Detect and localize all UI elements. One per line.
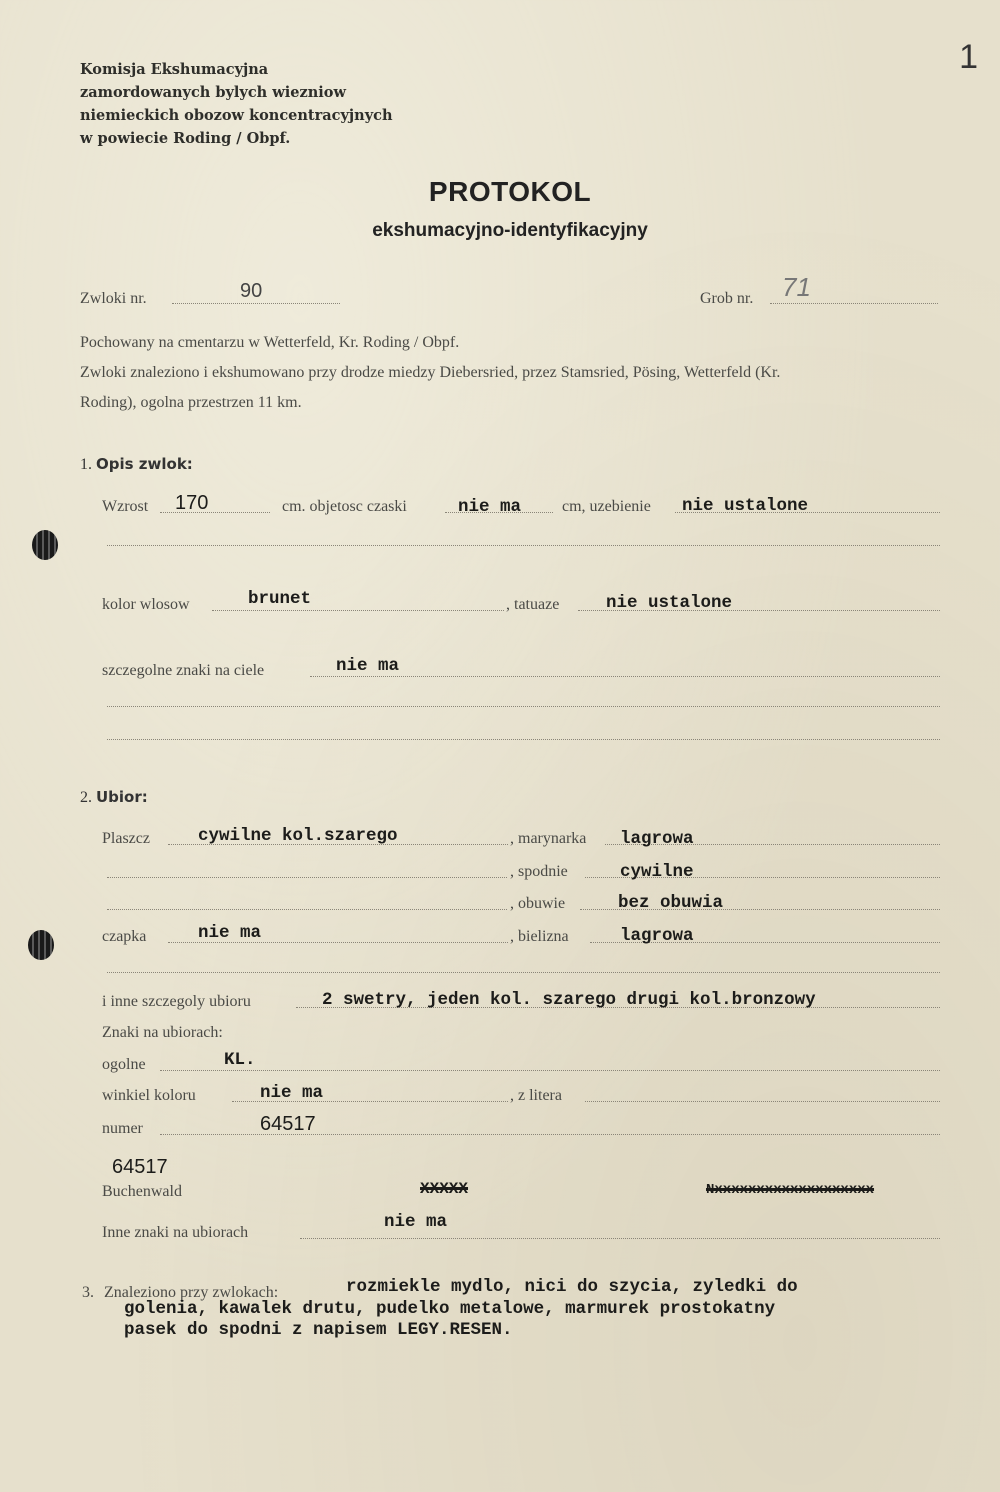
numer-value: 64517 (260, 1113, 316, 1135)
burial-line: Roding), ogolna przestrzen 11 km. (80, 394, 302, 411)
section-number: 2. (80, 789, 92, 806)
wlosy-line (212, 610, 504, 611)
inne-szczegoly-value: 2 swetry, jeden kol. szarego drugi kol.bronzowy (322, 990, 816, 1010)
section-number: 1. (80, 456, 92, 473)
blank-line (107, 877, 507, 878)
institution-block (80, 58, 393, 150)
blank-line (107, 909, 507, 910)
numer-label: numer (102, 1120, 143, 1137)
found-items-line: golenia, kawalek drutu, pudelko metalowe, marmurek prostokatny (124, 1299, 776, 1319)
institution-line: Komisja Ekshumacyjna (80, 61, 269, 78)
zwloki-value: 90 (240, 280, 263, 302)
hole-punch (32, 530, 58, 560)
grob-line (770, 303, 938, 304)
litera-line (585, 1101, 940, 1102)
czaszka-label: cm. objetosc czaski (282, 498, 407, 515)
wzrost-value: 170 (175, 492, 209, 514)
burial-line: Zwloki znaleziono i ekshumowano przy drodze miedzy Diebersried, przez Stamsried, Pösing, Wetterfeld (Kr. (80, 364, 781, 381)
wlosy-label: kolor wlosow (102, 596, 190, 613)
inne-szczegoly-label: i inne szczegoly ubioru (102, 993, 251, 1010)
institution-line: zamordowanych bylych wiezniow (80, 84, 346, 101)
document-subtitle: ekshumacyjno-identyfikacyjny (372, 220, 648, 241)
wlosy-value: brunet (248, 589, 312, 609)
grob-value: 71 (782, 272, 811, 302)
inne-znaki-label: Inne znaki na ubiorach (102, 1224, 249, 1241)
marynarka-value: lagrowa (620, 829, 694, 849)
znaki-label: szczegolne znaki na ciele (102, 662, 265, 679)
grob-label: Grob nr. (700, 290, 754, 307)
czaszka-value: nie ma (458, 497, 522, 517)
bielizna-value: lagrowa (620, 926, 694, 946)
winkiel-value: nie ma (260, 1083, 324, 1103)
struck-text-right: Nxxxxxxxxxxxxxxxxxxx (706, 1182, 875, 1198)
camp-name: Buchenwald (102, 1183, 182, 1200)
struck-text-middle: XXXXX (420, 1180, 469, 1198)
marynarka-label: , marynarka (510, 830, 587, 847)
wzrost-label: Wzrost (102, 498, 149, 515)
found-items-line: pasek do spodni z napisem LEGY.RESEN. (124, 1320, 513, 1340)
uzebienie-value: nie ustalone (682, 496, 809, 516)
inne-znaki-value: nie ma (384, 1212, 448, 1232)
section-2-heading (80, 788, 148, 807)
page-number: 1 (959, 38, 978, 76)
camp-number: 64517 (112, 1156, 168, 1178)
section-title: Opis zwlok: (96, 455, 193, 473)
section-1-heading (80, 455, 193, 474)
bielizna-label: , bielizna (510, 928, 569, 945)
znaki-line (310, 676, 940, 677)
inne-znaki-line (300, 1238, 940, 1239)
blank-line (107, 972, 940, 973)
blank-line (107, 739, 940, 740)
obuwie-value: bez obuwia (618, 893, 724, 913)
hole-punch (28, 930, 54, 960)
ogolne-label: ogolne (102, 1056, 146, 1073)
blank-line (107, 706, 940, 707)
section-3-number: 3. (82, 1284, 94, 1301)
burial-paragraph (80, 328, 950, 418)
plaszcz-label: Plaszcz (102, 830, 150, 847)
tatuaze-value: nie ustalone (606, 593, 733, 613)
section-3-heading: Znaleziono przy zwlokach: (104, 1284, 279, 1301)
ogolne-value: KL. (224, 1050, 256, 1070)
czapka-label: czapka (102, 928, 147, 945)
found-items-line: rozmiekle mydlo, nici do szycia, zyledki do (346, 1277, 798, 1297)
spodnie-value: cywilne (620, 862, 694, 882)
uzebienie-label: cm, uzebienie (562, 498, 651, 515)
blank-line (107, 545, 940, 546)
document-title: PROTOKOL (428, 176, 592, 207)
ogolne-line (160, 1070, 940, 1071)
winkiel-label: winkiel koloru (102, 1087, 196, 1104)
litera-label: , z litera (510, 1087, 562, 1104)
zwloki-line (172, 303, 340, 304)
znaki-ubiorach-label: Znaki na ubiorach: (102, 1024, 223, 1041)
institution-line: w powiecie Roding / Obpf. (80, 130, 291, 147)
zwloki-label: Zwloki nr. (80, 290, 147, 307)
burial-line: Pochowany na cmentarzu w Wetterfeld, Kr. Roding / Obpf. (80, 334, 460, 351)
plaszcz-value: cywilne kol.szarego (198, 826, 398, 846)
spodnie-label: , spodnie (510, 863, 568, 880)
section-title: Ubior: (96, 788, 148, 806)
czapka-value: nie ma (198, 923, 262, 943)
obuwie-label: , obuwie (510, 895, 566, 912)
tatuaze-label: , tatuaze (506, 596, 560, 613)
znaki-value: nie ma (336, 656, 400, 676)
institution-line: niemieckich obozow koncentracyjnych (80, 107, 393, 124)
